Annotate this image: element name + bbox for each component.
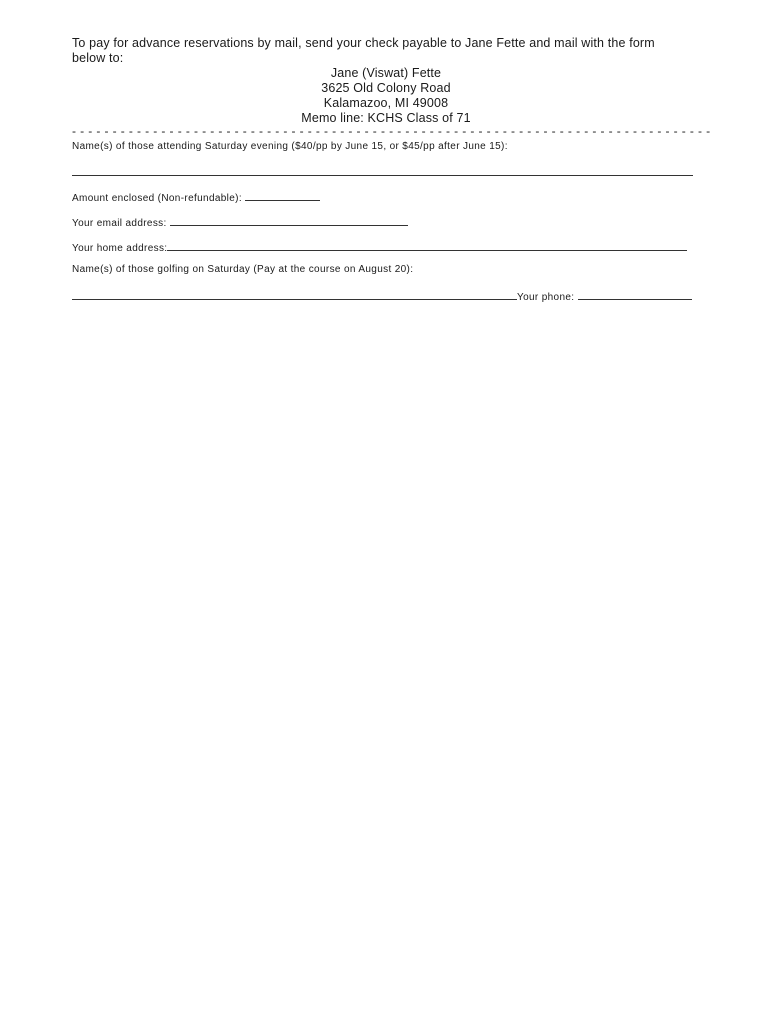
home-address-label: Your home address: — [72, 243, 168, 254]
cut-line-separator: - - - - - - - - - - - - - - - - - - - - - - - - - - - - - - - - - - - - - - - - - - - - - - - - - - - - - - - - - - - - - - - - - - - - - - - - - - - - - - - — [72, 124, 711, 138]
phone-label: Your phone: — [517, 292, 578, 303]
amount-blank-line[interactable] — [245, 190, 320, 201]
mailing-address-block — [72, 66, 700, 126]
amount-field[interactable] — [72, 190, 320, 205]
phone-blank-line[interactable] — [578, 289, 692, 300]
intro-paragraph: To pay for advance reservations by mail, send your check payable to Jane Fette and mail with the form below to: — [72, 36, 655, 65]
address-memo: Memo line: KCHS Class of 71 — [301, 111, 471, 125]
email-blank-line[interactable] — [170, 215, 408, 226]
home-address-blank-line[interactable] — [167, 240, 687, 251]
golfers-blank-line[interactable] — [72, 289, 517, 300]
email-label: Your email address: — [72, 218, 170, 229]
address-street: 3625 Old Colony Road — [321, 81, 451, 95]
attendees-label: Name(s) of those attending Saturday evening ($40/pp by June 15, or $45/pp after June 15): — [72, 141, 508, 152]
address-name: Jane (Viswat) Fette — [330, 66, 442, 80]
home-address-field[interactable] — [72, 240, 687, 255]
golfers-phone-row[interactable] — [72, 289, 692, 304]
email-field[interactable] — [72, 215, 408, 230]
amount-label: Amount enclosed (Non-refundable): — [72, 193, 246, 204]
golfers-label: Name(s) of those golfing on Saturday (Pay at the course on August 20): — [72, 264, 414, 275]
address-city: Kalamazoo, MI 49008 — [323, 96, 449, 110]
attendees-blank-line[interactable] — [72, 175, 693, 176]
